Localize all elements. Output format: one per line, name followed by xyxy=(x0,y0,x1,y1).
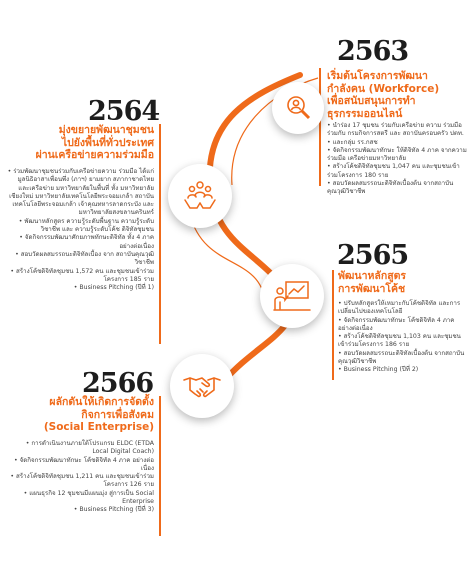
milestone-title-2564: มุ่งขยายพัฒนาชุมชน ไปยังพื้นที่ทั่วประเทศ ผ่านเครือข่ายความร่วมมือ xyxy=(35,124,154,161)
milestone-title-2566: ผลักดันให้เกิดการจัดตั้ง กิจการเพื่อสังคม (Social Enterprise) xyxy=(43,396,154,433)
list-item: • สร้างโค้ชดิจิทัลชุมชน 1,047 คน และชุมชนเข้าร่วมโครงการ 180 ราย xyxy=(327,163,467,180)
milestone-title-2563: เริ่มต้นโครงการพัฒนา กำลังคน (Workforce) เพื่อสนับสนุนการทำ ธุรกรรมออนไลน์ xyxy=(327,70,440,120)
milestone-icon-circle-2563 xyxy=(272,82,324,134)
milestone-bullets-2565 xyxy=(338,300,470,375)
community-hands-icon xyxy=(180,176,220,216)
list-item: • ร่วมพัฒนาชุมชนร่วมกับเครือข่ายความ ร่วมมือ ได้แก่ มูลนิธิอาสาเพื่อนพึ่ง (ภาฯ) ยามยาก สภากาชาดไทย และเครือข่าย มหาวิทยาลัยในพื้นที่ ทั้ง มหาวิทยาลัยเชียงใหม่ มหาวิทยาลัยเทคโนโลยีพระจอมเกล้า สถาบันเทคโนโลยีพระจอมเกล้า เจ้าคุณทหารลาดกระบัง และมหาวิทยาลัยสงขลานครินทร์ xyxy=(6,168,154,218)
list-item: • จัดกิจกรรมพัฒนาทักษะ ให้ดิจิทัล 4 ภาค จากความร่วมมือ เครือข่ายมหาวิทยาลัย xyxy=(327,147,467,164)
list-item: • การดำเนินงานภายใต้โปรแกรม ELDC (ETDA Local Digital Coach) xyxy=(8,440,154,457)
list-item: • สอบวัดผลสมรรถนะดิจิทัลเบื้องต้น จากสถาบันคุณวุฒิวิชาชีพ xyxy=(338,350,470,367)
list-item: • สอบวัดผลสมรรถนะดิจิทัลเบื้องต้น จากสถาบันคุณวุฒิวิชาชีพ xyxy=(327,180,467,197)
list-item: • ปรับหลักสูตรให้เหมาะกับโค้ชดิจิทัล และการเปลี่ยนไปของเทคโนโลยี xyxy=(338,300,470,317)
milestone-line-2565 xyxy=(332,270,334,380)
list-item: • Business Pitching (ปีที่ 1) xyxy=(6,284,154,292)
list-item: • Business Pitching (ปีที่ 3) xyxy=(8,506,154,514)
milestone-bullets-2566 xyxy=(8,440,154,515)
presentation-board-icon xyxy=(272,276,312,316)
list-item: • สร้างโค้ชดิจิทัลชุมชน 1,572 คน และชุมชนเข้าร่วมโครงการ 185 ราย xyxy=(6,268,154,285)
list-item: • และกลุ่ม รร.กสช xyxy=(327,139,467,147)
milestone-year-2565: 2565 xyxy=(337,240,409,271)
milestone-icon-circle-2565 xyxy=(260,264,324,328)
milestone-icon-circle-2566 xyxy=(170,354,234,418)
list-item: • จัดกิจกรรมพัฒนาทักษะ โค้ชดิจิทัล 4 ภาค อย่างต่อเนื่อง xyxy=(338,317,470,334)
milestone-bullets-2563 xyxy=(327,122,467,197)
list-item: • Business Pitching (ปีที่ 2) xyxy=(338,366,470,374)
milestone-title-2565: พัฒนาหลักสูตร การพัฒนาโค้ช xyxy=(338,270,407,295)
milestone-year-2563: 2563 xyxy=(337,36,409,67)
list-item: • แผนธุรกิจ 12 ชุมชนมีแผนมุ่ง สู่การเป็น Social Enterprise xyxy=(8,490,154,507)
person-magnifier-icon xyxy=(283,93,313,123)
milestone-icon-circle-2564 xyxy=(168,164,232,228)
list-item: • นำร่อง 17 ชุมชน ร่วมกับเครือข่าย ความ ร่วมมือร่วมกับ กรมกิจการสตรี และ สถาบันครอบครัว ปตท. xyxy=(327,122,467,139)
list-item: • สร้างโค้ชดิจิทัลชุมชน 1,103 คน และชุมชนเข้าร่วมโครงการ 186 ราย xyxy=(338,333,470,350)
milestone-line-2563 xyxy=(319,68,321,186)
list-item: • จัดกิจกรรมพัฒนาศักยภาพทักษะดิจิทัล ทั้ง 4 ภาค อย่างต่อเนื่อง xyxy=(6,234,154,251)
list-item: • จัดกิจกรรมพัฒนาทักษะ โค้ชดิจิทัล 4 ภาค อย่างต่อเนื่อง xyxy=(8,457,154,474)
list-item: • สร้างโค้ชดิจิทัลชุมชน 1,211 คน และชุมชนเข้าร่วมโครงการ 126 ราย xyxy=(8,473,154,490)
handshake-icon xyxy=(182,366,222,406)
milestone-line-2564 xyxy=(159,124,161,344)
list-item: • สอบวัดผลสมรรถนะดิจิทัลเบื้อง จาก สถาบันคุณวุฒิวิชาชีพ xyxy=(6,251,154,268)
milestone-bullets-2564 xyxy=(6,168,154,292)
milestone-year-2566: 2566 xyxy=(82,368,154,399)
milestone-line-2566 xyxy=(159,396,161,536)
milestone-year-2564: 2564 xyxy=(88,96,160,127)
list-item: • พัฒนาหลักสูตร ความรู้ระดับพื้นฐาน ความรู้ระดับวิชาชีพ และ ความรู้ระดับโค้ช ดิจิทัลชุมชน xyxy=(6,218,154,235)
